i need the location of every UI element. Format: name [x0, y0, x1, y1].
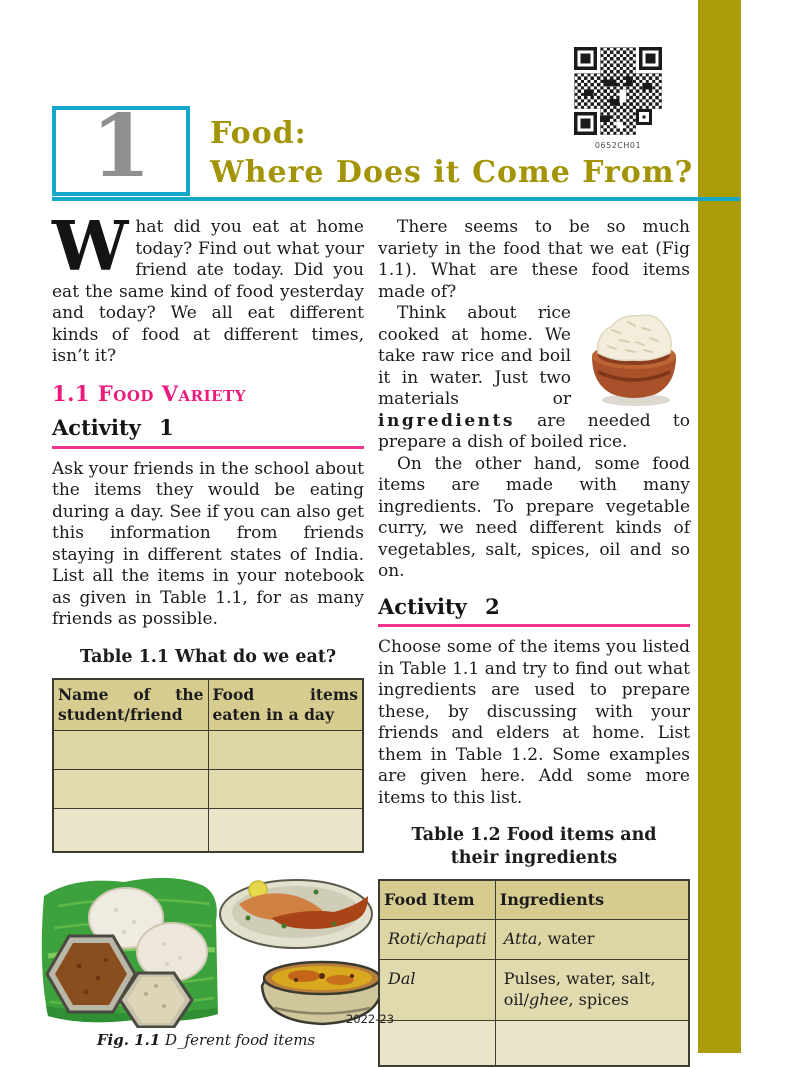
table1-header-name: Name of the student/friend: [53, 679, 208, 731]
chapter-number: 1: [91, 96, 151, 197]
table-what-do-we-eat: [52, 678, 364, 853]
page-title: [210, 114, 693, 192]
qr-caption: 0652CH01: [594, 141, 642, 150]
activity2-heading: Activity 2: [378, 596, 690, 628]
figure-caption: Fig. 1.1 D_ferent food items: [96, 1030, 316, 1049]
table2-header-ingredients: Ingredients: [495, 880, 689, 920]
table-food-items-ingredients: [378, 879, 690, 1067]
table2-header-food-item: Food Item: [379, 880, 495, 920]
rice-bowl-image: [578, 306, 690, 408]
section-heading-food-variety: 1.1 Food Variety: [52, 380, 246, 406]
intro-paragraph: What did you eat at home today? Find out what your friend ate today. Did you eat the same kind of food yesterday and today? We all eat different kinds of food at different times, isn’t it?: [52, 207, 364, 366]
right-column: [378, 217, 690, 1067]
chapter-number-box: [52, 96, 190, 197]
food-item-cell: [379, 1021, 495, 1067]
activity2-body: Choose some of the items you listed in Table 1.1 and try to find out what ingredients are used to prepare these, by discussing with your friends and elders at home. List them in Table 1.2. Some examples are given here. Add some more items to this list.: [378, 637, 690, 808]
activity1-body: Ask your friends in the school about the items they would be eating during a day. See if you can also get this information from friends staying in different states of India. List all the items in your notebook as given in Table 1.1, for as many friends as possible.: [52, 458, 364, 629]
variety-paragraph: There seems to be so much variety in the food that we eat (Fig 1.1). What are these food items made of?: [378, 217, 690, 302]
page-title-line2: Where Does it Come From?: [210, 155, 694, 190]
page-title-line1: Food:: [210, 116, 307, 151]
dropcap-letter: W: [52, 207, 129, 287]
table2-caption: Table 1.2 Food items and their ingredients: [411, 825, 657, 868]
keyword-ingredients: ingredients: [378, 410, 515, 431]
left-column: [52, 207, 364, 1051]
table1-header-items: Food items eaten in a day: [208, 679, 363, 731]
table-row: [53, 730, 363, 769]
table-row: [53, 769, 363, 808]
ingredients-cell: Atta, water: [495, 920, 689, 960]
food-items-image: [34, 866, 378, 1028]
curry-paragraph: On the other hand, some food items are made with many ingredients. To prepare vegetable curry, we need different kinds of vegetables, salt, spices, oil and so on.: [378, 453, 690, 581]
table-row: [379, 920, 689, 960]
activity1-heading: Activity 1: [52, 417, 364, 449]
food-item-cell: Roti/chapati: [379, 920, 495, 960]
table-row: [53, 808, 363, 852]
ingredients-cell: Pulses, water, salt, oil/ghee, spices: [495, 960, 689, 1021]
page-edge-band: [698, 0, 741, 1053]
table1-caption: Table 1.1 What do we eat?: [79, 646, 337, 667]
ingredients-cell: [495, 1021, 689, 1067]
rice-paragraph: Think about rice cooked at home. We take raw rice and boil it in water. Just two materials or ingredients are needed to prepare a dish of boiled rice.: [378, 303, 690, 452]
title-divider: [52, 197, 740, 201]
food-item-cell: Dal: [379, 960, 495, 1021]
page-footer: 2022-23: [345, 1012, 395, 1026]
table-row: [379, 1021, 689, 1067]
